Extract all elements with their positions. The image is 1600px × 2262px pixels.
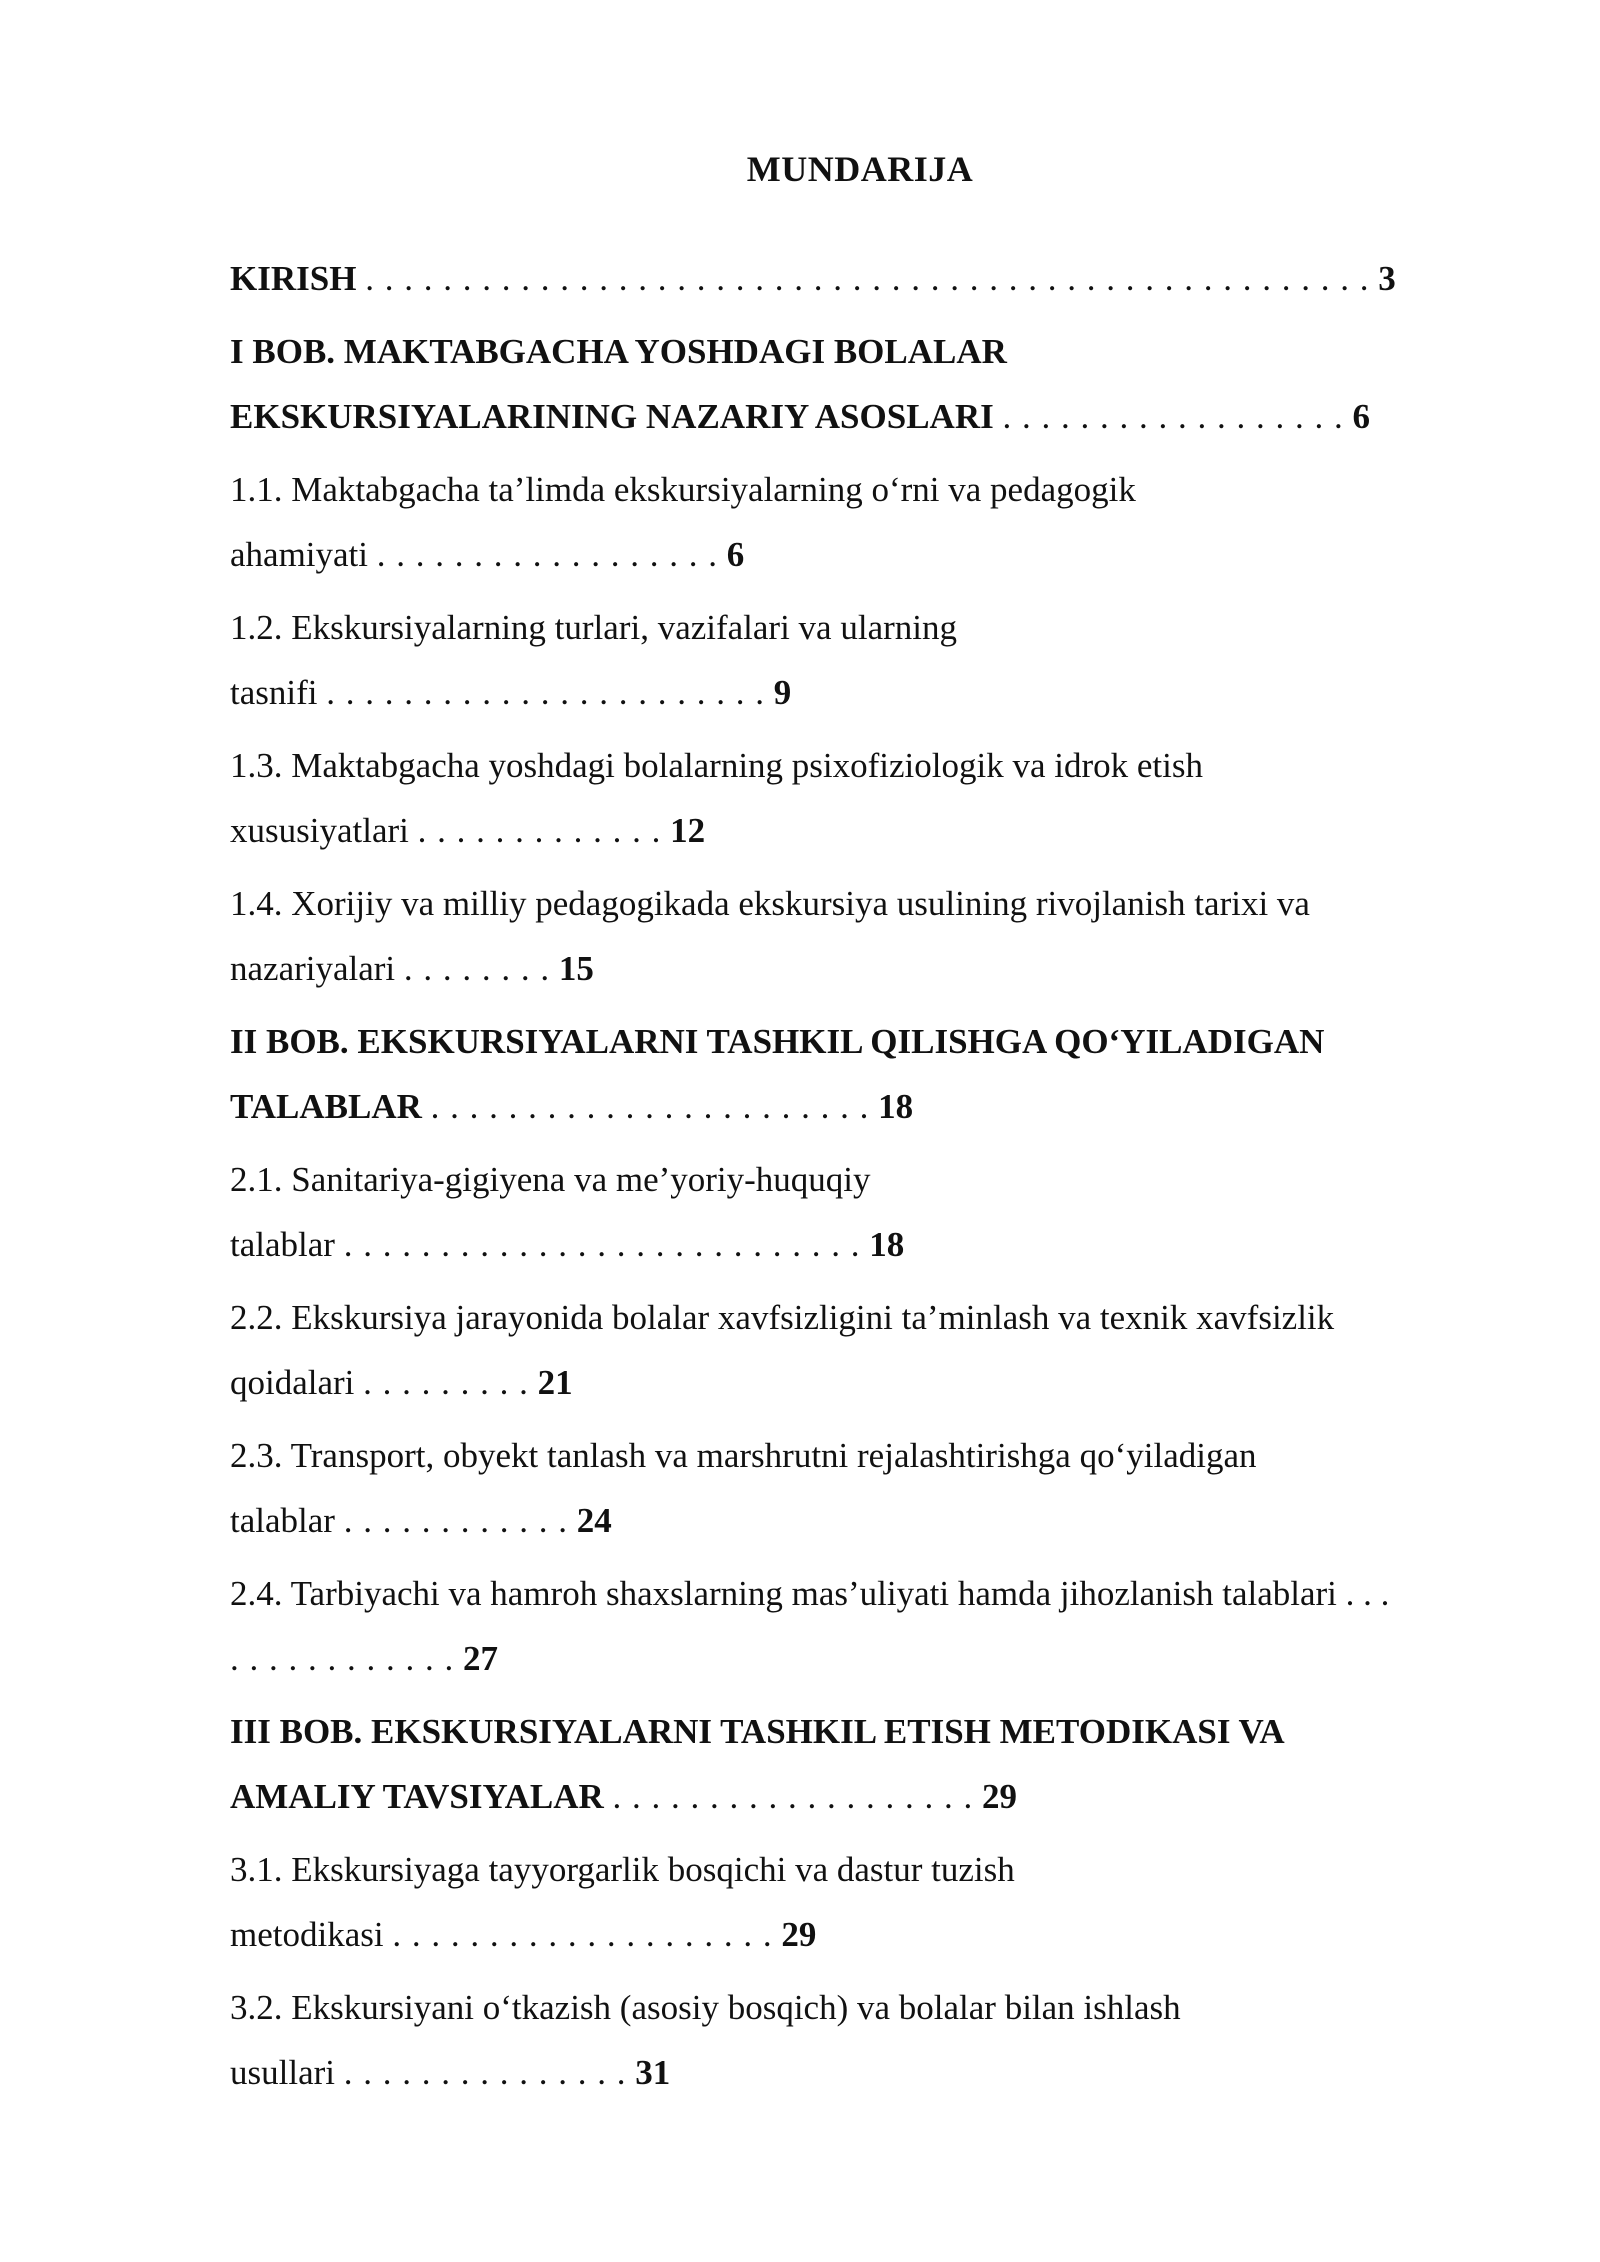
toc-leader-dots: . . . . . . . . . . . . . bbox=[417, 811, 662, 850]
toc-entry-line bbox=[230, 1212, 1500, 1277]
toc-entry-line bbox=[230, 1902, 1500, 1967]
table-of-contents bbox=[230, 246, 1500, 2113]
toc-page-number: 12 bbox=[670, 811, 706, 850]
toc-entry-title: 3.2. Ekskursiyani o‘tkazish (asosiy bosqich) va bolalar bilan ishlash bbox=[230, 1988, 1181, 2027]
toc-leader-dots: . . . . . . . . . . . . . . . . . . . . . . . . . . . bbox=[343, 1225, 861, 1264]
toc-leader-dots: . . . . . . . . . . . . . . . . . . . . . . . . . . . . . . . . . . . . . . . . . . . . . . . . . . . . bbox=[365, 259, 1370, 298]
toc-entry-title: usullari bbox=[230, 2053, 335, 2092]
toc-entry-title: 2.2. Ekskursiya jarayonida bolalar xavfsizligini ta’minlash va texnik xavfsizlik bbox=[230, 1298, 1335, 1337]
toc-entry-chapter-1[interactable] bbox=[230, 319, 1500, 449]
toc-entry-title: qoidalari bbox=[230, 1363, 355, 1402]
toc-leader-dots: . . . . . . . . . . . . bbox=[343, 1501, 568, 1540]
toc-entry-line bbox=[230, 1350, 1500, 1415]
toc-entry-chapter-2[interactable] bbox=[230, 1009, 1500, 1139]
toc-page-number: 15 bbox=[558, 949, 594, 988]
toc-page-number: 27 bbox=[463, 1639, 498, 1678]
toc-entry-2-4[interactable] bbox=[230, 1561, 1500, 1691]
toc-entry-title: I BOB. MAKTABGACHA YOSHDAGI BOLALAR bbox=[230, 332, 1007, 371]
toc-entry-line bbox=[230, 384, 1500, 449]
toc-entry-kirish[interactable] bbox=[230, 246, 1500, 311]
toc-entry-line bbox=[230, 660, 1500, 725]
toc-page-number: 3 bbox=[1378, 259, 1396, 298]
toc-page-number: 18 bbox=[869, 1225, 905, 1264]
toc-page-number: 31 bbox=[635, 2053, 671, 2092]
toc-entry-1-1[interactable] bbox=[230, 457, 1500, 587]
toc-entry-2-1[interactable] bbox=[230, 1147, 1500, 1277]
toc-leader-dots: . . . . . . . . . . . . bbox=[230, 1639, 455, 1678]
toc-page-number: 6 bbox=[1352, 397, 1370, 436]
toc-page-number: 9 bbox=[773, 673, 792, 712]
toc-leader-dots: . . . . . . . . . . . . . . . bbox=[343, 2053, 627, 2092]
toc-entry-line bbox=[230, 246, 1500, 311]
toc-entry-line bbox=[230, 1488, 1500, 1553]
toc-entry-title: 2.4. Tarbiyachi va hamroh shaxslarning mas’uliyati hamda jihozlanish talablari . . . bbox=[230, 1574, 1390, 1613]
toc-entry-title: 2.3. Transport, obyekt tanlash va marshrutni rejalashtirishga qo‘yiladigan bbox=[230, 1436, 1257, 1475]
toc-entry-title: nazariyalari bbox=[230, 949, 396, 988]
toc-leader-dots: . . . . . . . . . . . . . . . . . . . . bbox=[392, 1915, 773, 1954]
toc-entry-title: xususiyatlari bbox=[230, 811, 409, 850]
toc-entry-3-2[interactable] bbox=[230, 1975, 1500, 2105]
toc-entry-title: TALABLAR bbox=[230, 1087, 422, 1126]
toc-page-number: 21 bbox=[537, 1363, 573, 1402]
toc-page-number: 18 bbox=[878, 1087, 914, 1126]
toc-entry-2-2[interactable] bbox=[230, 1285, 1500, 1415]
toc-entry-2-3[interactable] bbox=[230, 1423, 1500, 1553]
toc-entry-1-3[interactable] bbox=[230, 733, 1500, 863]
toc-leader-dots: . . . . . . . . . bbox=[363, 1363, 529, 1402]
toc-page-number: 29 bbox=[982, 1777, 1018, 1816]
toc-entry-title: EKSKURSIYALARINING NAZARIY ASOSLARI bbox=[230, 397, 994, 436]
toc-leader-dots: . . . . . . . . . . . . . . . . . . . . . . . bbox=[430, 1087, 870, 1126]
toc-entry-title: ahamiyati bbox=[230, 535, 369, 574]
toc-entry-line bbox=[230, 522, 1500, 587]
toc-entry-line bbox=[230, 1626, 1500, 1691]
toc-entry-3-1[interactable] bbox=[230, 1837, 1500, 1967]
toc-entry-title: 2.1. Sanitariya-gigiyena va me’yoriy-huquqiy bbox=[230, 1160, 871, 1199]
toc-leader-dots: . . . . . . . . . . . . . . . . . . bbox=[376, 535, 719, 574]
toc-page-number: 24 bbox=[576, 1501, 612, 1540]
toc-entry-1-4[interactable] bbox=[230, 871, 1500, 1001]
toc-entry-title: metodikasi bbox=[230, 1915, 384, 1954]
toc-entry-title: 1.1. Maktabgacha ta’limda ekskursiyalarning o‘rni va pedagogik bbox=[230, 470, 1136, 509]
toc-entry-chapter-3[interactable] bbox=[230, 1699, 1500, 1829]
toc-leader-dots: . . . . . . . . . . . . . . . . . . . bbox=[612, 1777, 974, 1816]
toc-page-number: 6 bbox=[726, 535, 745, 574]
toc-entry-title: AMALIY TAVSIYALAR bbox=[230, 1777, 604, 1816]
toc-entry-line bbox=[230, 1074, 1500, 1139]
toc-entry-title: 1.3. Maktabgacha yoshdagi bolalarning psixofiziologik va idrok etish bbox=[230, 746, 1203, 785]
toc-entry-line bbox=[230, 2040, 1500, 2105]
toc-entry-title: II BOB. EKSKURSIYALARNI TASHKIL QILISHGA QO‘YILADIGAN bbox=[230, 1022, 1325, 1061]
toc-entry-line bbox=[230, 798, 1500, 863]
toc-leader-dots: . . . . . . . . . . . . . . . . . . . . . . . bbox=[326, 673, 765, 712]
toc-entry-line bbox=[230, 936, 1500, 1001]
toc-entry-title: 1.4. Xorijiy va milliy pedagogikada ekskursiya usulining rivojlanish tarixi va bbox=[230, 884, 1310, 923]
toc-entry-title: 3.1. Ekskursiyaga tayyorgarlik bosqichi va dastur tuzish bbox=[230, 1850, 1015, 1889]
toc-entry-1-2[interactable] bbox=[230, 595, 1500, 725]
toc-page-number: 29 bbox=[781, 1915, 817, 1954]
toc-entry-title: KIRISH bbox=[230, 259, 357, 298]
toc-leader-dots: . . . . . . . . . . . . . . . . . . bbox=[1002, 397, 1344, 436]
toc-entry-title: talablar bbox=[230, 1501, 335, 1540]
toc-entry-title: tasnifi bbox=[230, 673, 318, 712]
toc-leader-dots: . . . . . . . . bbox=[403, 949, 551, 988]
page-title: MUNDARIJA bbox=[746, 149, 974, 189]
toc-entry-title: 1.2. Ekskursiyalarning turlari, vazifalari va ularning bbox=[230, 608, 957, 647]
toc-entry-title: talablar bbox=[230, 1225, 335, 1264]
toc-entry-line bbox=[230, 1764, 1500, 1829]
toc-entry-title: III BOB. EKSKURSIYALARNI TASHKIL ETISH METODIKASI VA bbox=[230, 1712, 1285, 1751]
